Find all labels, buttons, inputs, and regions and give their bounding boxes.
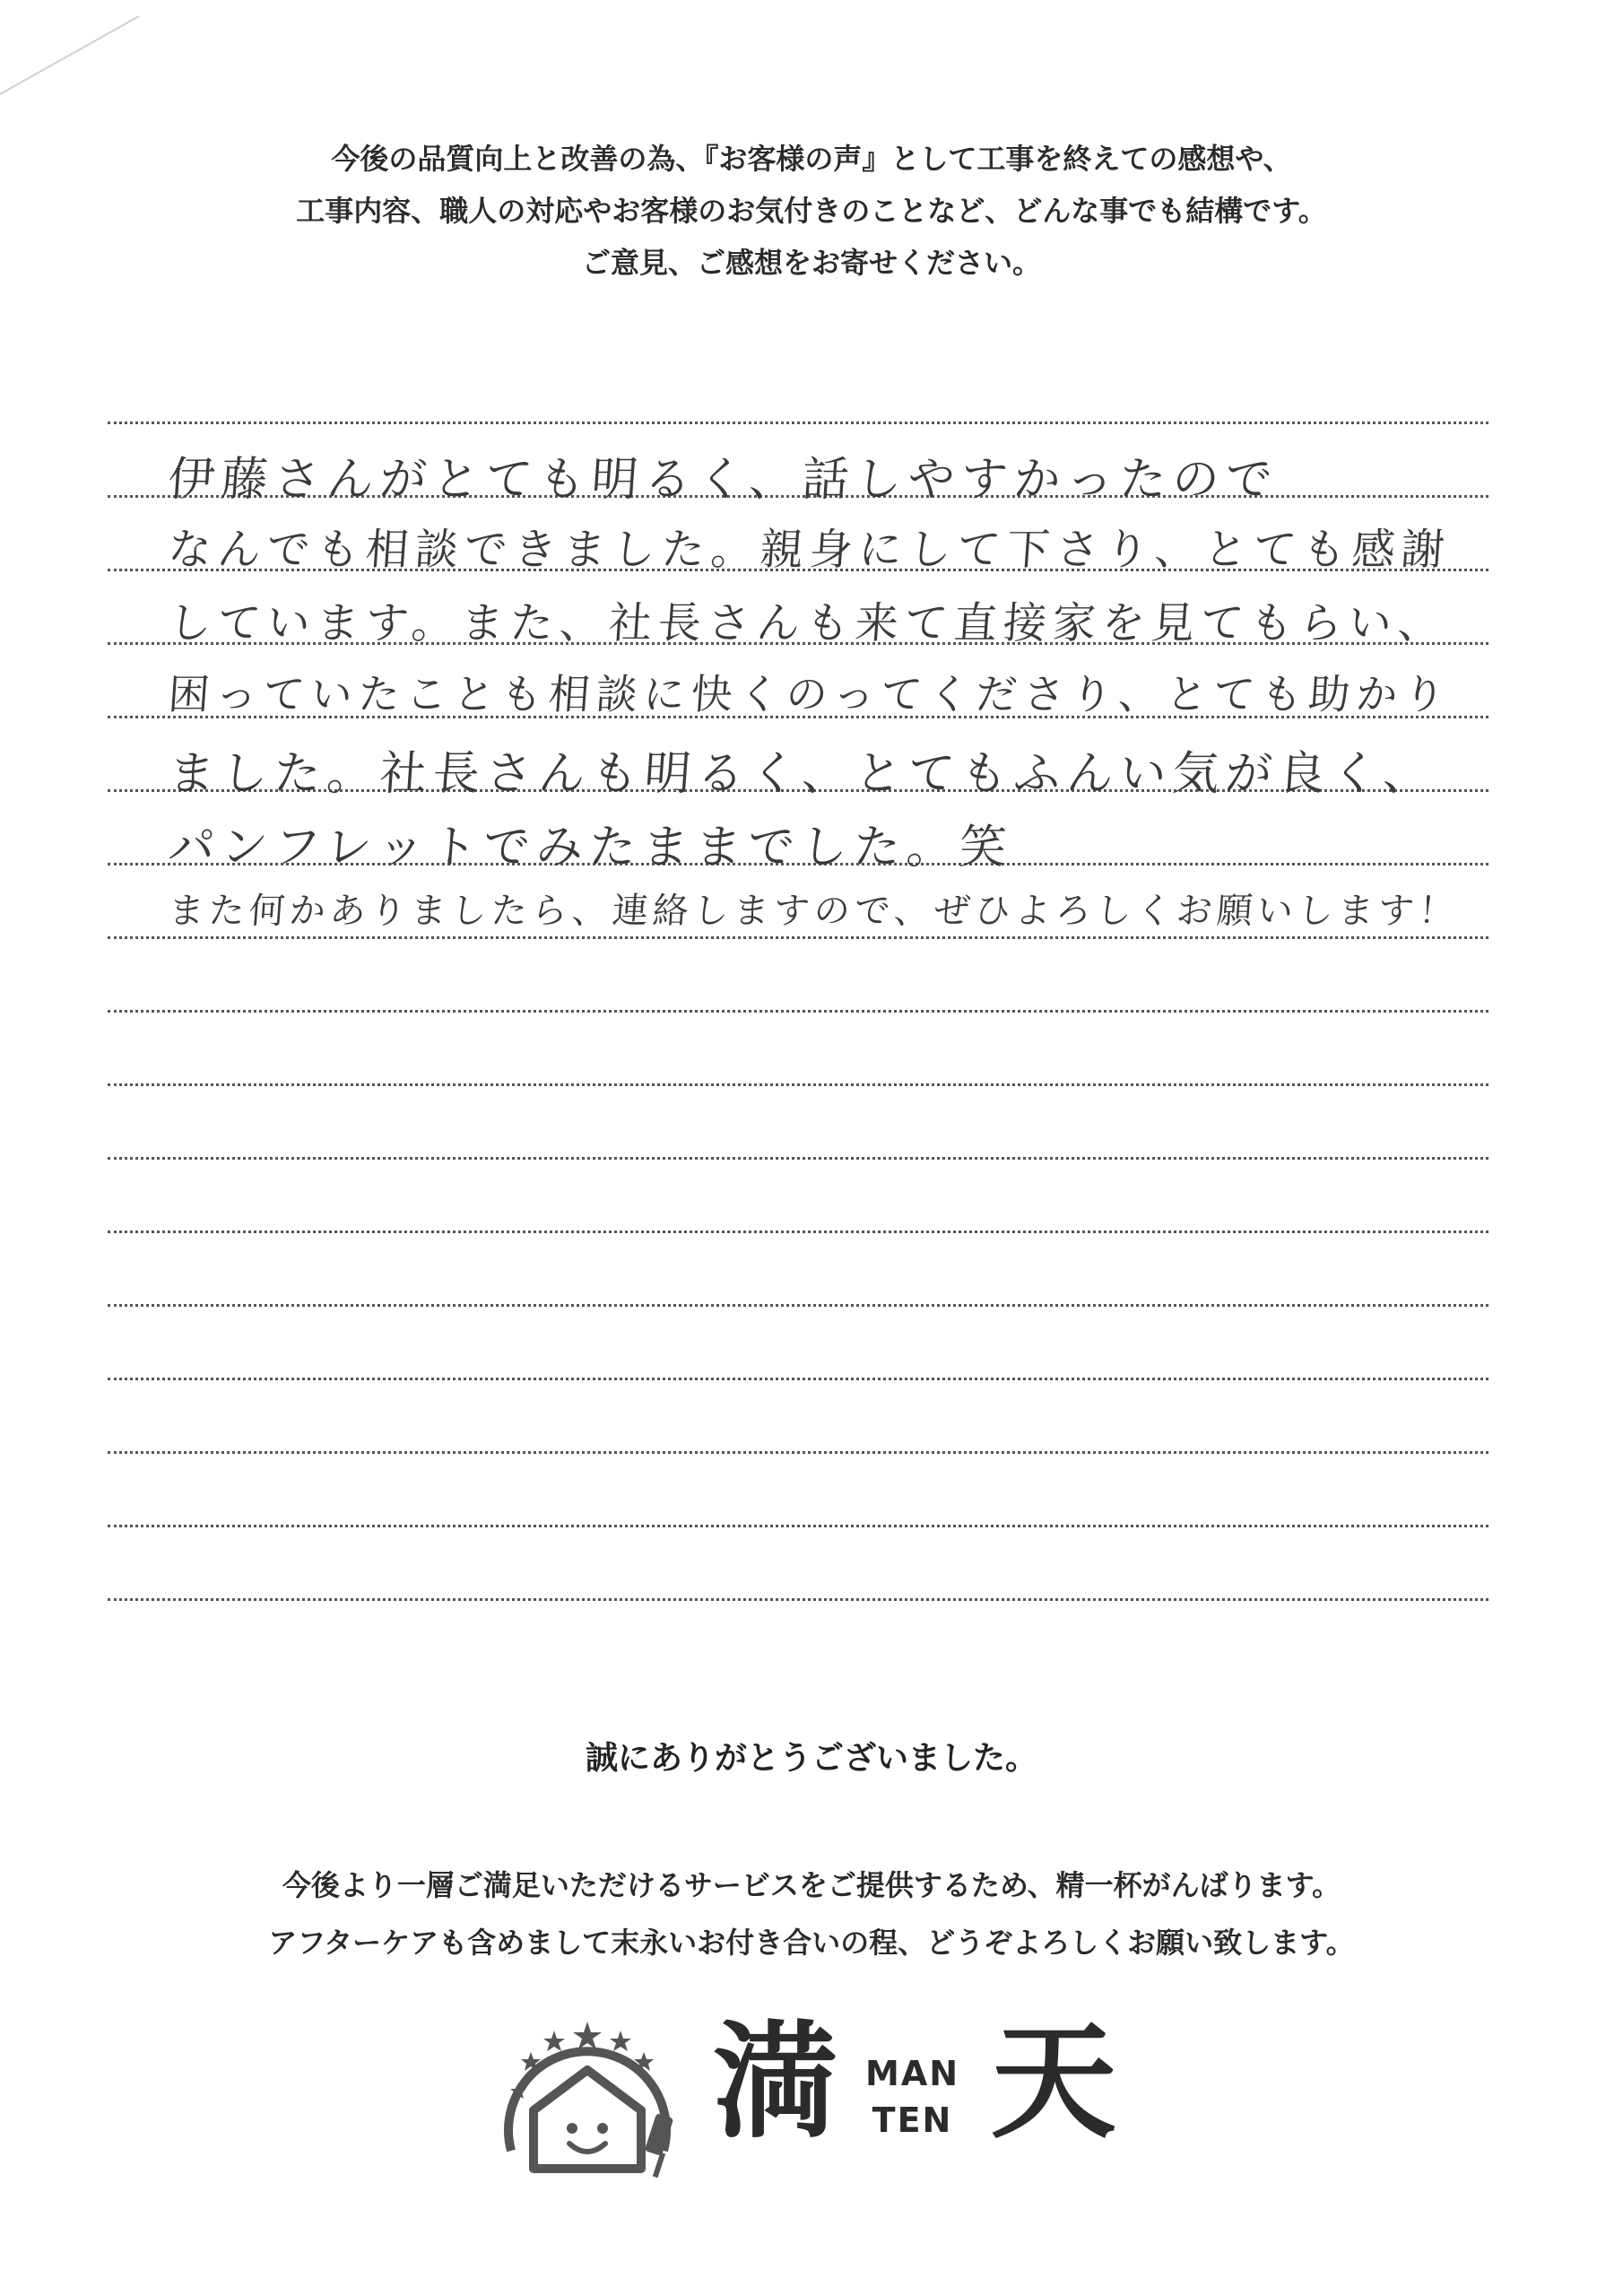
ruled-line [108, 1525, 1488, 1527]
ruled-line [108, 1304, 1488, 1307]
logo-roman-man: MAN [865, 2054, 960, 2093]
logo-roman-ten: TEN [872, 2100, 953, 2140]
handwritten-line-3: しています。また、社長さんも来て直接家を見てもらい、 [166, 598, 1449, 648]
closing-line-1: 今後より一層ご満足いただけるサービスをご提供するため、精一杯がんばります。 [282, 1868, 1341, 1902]
house-star-icon [484, 1998, 690, 2187]
handwritten-line-1: 伊藤さんがとても明るく、話しやすかったので [166, 453, 1280, 507]
closing-message [0, 1857, 1623, 1971]
company-logo [484, 1998, 1148, 2187]
intro-line-1: 今後の品質向上と改善の為、『お客様の声』として工事を終えての感想や、 [331, 142, 1292, 176]
ruled-line [108, 1083, 1488, 1086]
logo-kanji-ten: 天 [991, 2010, 1117, 2156]
thank-you-text: 誠にありがとうございました。 [585, 1740, 1037, 1777]
handwritten-line-2: なんでも相談できました。親身にして下さり、とても感謝 [166, 525, 1453, 575]
intro-instructions [0, 133, 1623, 289]
ruled-line [108, 1598, 1488, 1601]
ruled-line [108, 1451, 1488, 1454]
logo-kanji-man: 満 [713, 2010, 839, 2156]
handwritten-line-6: パンフレットでみたままでした。笑 [166, 821, 1015, 874]
folded-corner-mark [0, 0, 143, 99]
logo-roman-text [865, 2050, 959, 2144]
ruled-line [108, 422, 1488, 424]
handwritten-line-7: また何かありましたら、連絡しますので、ぜひよろしくお願いします！ [167, 891, 1461, 932]
closing-line-2: アフターケアも含めまして末永いお付き合いの程、どうぞよろしくお願い致します。 [268, 1926, 1355, 1960]
intro-line-3: ご意見、ご感想をお寄せください。 [581, 246, 1041, 280]
intro-line-2: 工事内容、職人の対応やお客様のお気付きのことなど、どんな事でも結構です。 [296, 194, 1327, 228]
comment-sheet [108, 422, 1488, 1632]
handwritten-line-4: 困っていたことも相談に快くのってくださり、とても助かり [166, 670, 1454, 718]
ruled-line [108, 1231, 1488, 1233]
ruled-line [108, 1157, 1488, 1160]
ruled-line [108, 936, 1488, 939]
ruled-line [108, 1378, 1488, 1380]
ruled-line [108, 1010, 1488, 1013]
handwritten-line-5: ました。社長さんも明るく、とてもふんい気が良く、 [166, 747, 1438, 801]
